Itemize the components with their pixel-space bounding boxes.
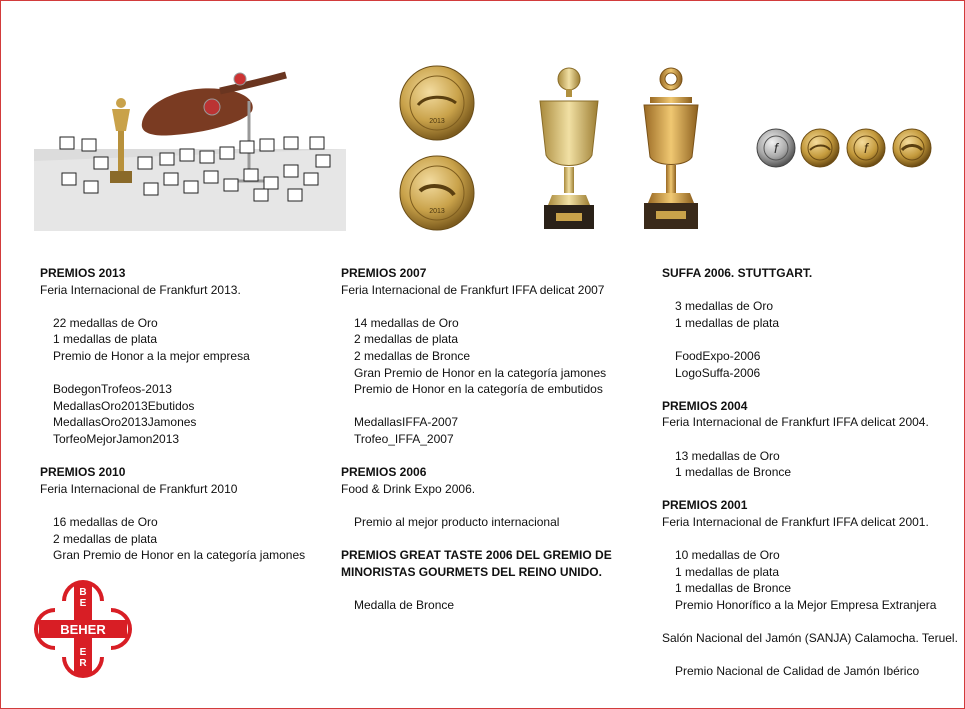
- medal-year-bottom: 2013: [429, 208, 445, 215]
- section-subtitle: Food & Drink Expo 2006.: [341, 481, 476, 496]
- media-link[interactable]: LogoSuffa-2006: [675, 365, 761, 380]
- section-title: SUFFA 2006. STUTTGART.: [662, 266, 813, 280]
- column-2: [341, 265, 641, 613]
- media-link[interactable]: BodegonTrofeos-2013: [53, 382, 172, 397]
- award-item: Premio Nacional de Calidad de Jamón Ibérico: [675, 664, 920, 679]
- award-item: 1 medallas de plata: [675, 315, 780, 330]
- svg-text:f: f: [864, 140, 868, 156]
- section-title: PREMIOS 2010: [40, 465, 126, 480]
- media-link[interactable]: Trofeo_IFFA_2007: [354, 431, 454, 446]
- award-item: 10 medallas de Oro: [675, 548, 780, 563]
- award-item: Gran Premio de Honor en la categoría jamones: [354, 365, 607, 380]
- award-item: 1 medallas de plata: [53, 332, 158, 347]
- award-item: 14 medallas de Oro: [354, 315, 459, 330]
- award-item: 16 medallas de Oro: [53, 514, 158, 529]
- award-item: Medalla de Bronce: [354, 597, 455, 612]
- svg-text:f: f: [774, 140, 778, 156]
- medal-year-top: 2013: [429, 118, 445, 125]
- media-link[interactable]: MedallasOro2013Jamones: [53, 415, 197, 430]
- svg-text:R: R: [79, 658, 87, 669]
- award-item: 13 medallas de Oro: [675, 448, 780, 463]
- section-subtitle: Feria Internacional de Frankfurt IFFA delicat 2001.: [662, 514, 929, 529]
- media-link[interactable]: MedallasIFFA-2007: [354, 415, 459, 430]
- section-subtitle: Feria Internacional de Frankfurt 2013.: [40, 282, 241, 297]
- section-title: PREMIOS 2006: [341, 465, 427, 480]
- award-item: 2 medallas de plata: [53, 531, 158, 546]
- sanja-line: Salón Nacional del Jamón (SANJA) Calamocha. Teruel.: [662, 631, 958, 646]
- award-item: Premio de Honor en la categoría de embutidos: [354, 382, 603, 397]
- award-item: Premio Honorífico a la Mejor Empresa Extranjera: [675, 597, 937, 612]
- award-item: 3 medallas de Oro: [675, 299, 774, 314]
- small-medals-photo: [756, 128, 936, 170]
- beher-logo: [33, 579, 133, 679]
- media-link[interactable]: TorfeoMejorJamon2013: [53, 431, 180, 446]
- section-title: PREMIOS 2007: [341, 266, 427, 280]
- award-item: 1 medallas de Bronce: [675, 581, 792, 596]
- svg-text:E: E: [79, 598, 87, 609]
- section-title-line-2: MINORISTAS GOURMETS DEL REINO UNIDO.: [341, 564, 602, 579]
- award-item: 22 medallas de Oro: [53, 315, 158, 330]
- trophy-cup-2: [636, 63, 706, 231]
- section-title-line-1: PREMIOS GREAT TASTE 2006 DEL GREMIO DE: [341, 548, 612, 563]
- media-link[interactable]: MedallasOro2013Ebutidos: [53, 398, 195, 413]
- section-subtitle: Feria Internacional de Frankfurt 2010: [40, 481, 238, 496]
- section-title: PREMIOS 2001: [662, 498, 748, 513]
- medals-2013-photo: [396, 63, 478, 233]
- award-item: Premio al mejor producto internacional: [354, 514, 560, 529]
- trophy-cup-1: [534, 63, 604, 231]
- section-title: PREMIOS 2013: [40, 266, 126, 280]
- award-item: 2 medallas de Bronce: [354, 348, 471, 363]
- section-subtitle: Feria Internacional de Frankfurt IFFA delicat 2004.: [662, 415, 929, 430]
- award-item: Gran Premio de Honor en la categoría jamones: [53, 548, 306, 563]
- svg-text:E: E: [79, 647, 87, 658]
- award-item: 2 medallas de plata: [354, 332, 459, 347]
- award-item: 1 medallas de plata: [675, 564, 780, 579]
- column-1: [40, 265, 330, 564]
- media-link[interactable]: FoodExpo-2006: [675, 348, 761, 363]
- section-subtitle: Feria Internacional de Frankfurt IFFA delicat 2007: [341, 282, 605, 297]
- column-3: [662, 265, 962, 680]
- award-item: 1 medallas de Bronce: [675, 465, 792, 480]
- svg-text:B: B: [79, 587, 87, 598]
- logo-text-horizontal: BEHER: [60, 622, 106, 637]
- award-item: Premio de Honor a la mejor empresa: [53, 348, 250, 363]
- section-title: PREMIOS 2004: [662, 398, 748, 413]
- ham-trophies-photo: [34, 61, 346, 231]
